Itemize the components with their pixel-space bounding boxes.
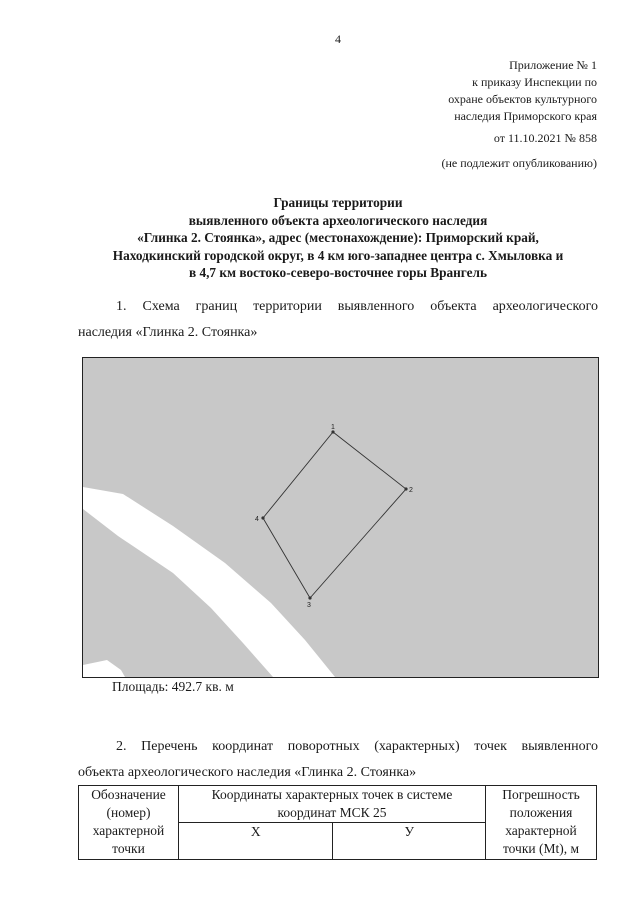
header-text: характерной (92, 823, 165, 838)
section-2-line: объекта археологического наследия «Глинка 2. Стоянка» (78, 765, 417, 780)
section-2-heading (78, 734, 598, 786)
title-line: в 4,7 км востоко-северо-восточнее горы Врангель (188, 265, 488, 281)
area-label: Площадь: 492.7 кв. м (112, 679, 234, 694)
section-1-heading (78, 294, 598, 346)
map-canvas (83, 358, 598, 677)
header-x: X (179, 823, 333, 860)
header-text: точки (Mt), м (502, 841, 580, 856)
header-position-error (486, 786, 597, 860)
section-1-line: 1. Схема границ территории выявленного объекта археологического (116, 299, 598, 314)
header-text: Координаты характерных точек в системе (211, 787, 453, 802)
map-background (83, 358, 598, 677)
title-line: «Глинка 2. Стоянка», адрес (местонахождение): Приморский край, (137, 230, 539, 246)
point-label: 1 (331, 424, 335, 431)
header-y: У (333, 823, 486, 860)
point-label: 3 (307, 602, 311, 609)
header-point-designation (79, 786, 179, 860)
header-text: (номер) (106, 805, 151, 820)
appendix-line: наследия Приморского края (454, 109, 597, 123)
appendix-line: охране объектов культурного (448, 92, 597, 106)
header-text: точки (112, 841, 145, 856)
boundary-scheme-map (82, 357, 599, 678)
header-text: координат МСК 25 (277, 805, 387, 820)
header-text: характерной (505, 823, 577, 838)
title-line: Границы территории (273, 195, 403, 210)
title-line: выявленного объекта археологического наследия (188, 212, 488, 228)
boundary-point-marker (261, 516, 264, 519)
not-published-note: (не подлежит опубликованию) (441, 156, 597, 170)
page-number: 4 (335, 32, 341, 46)
appendix-line: к приказу Инспекции по (472, 75, 597, 89)
coordinates-table (78, 785, 597, 860)
appendix-header (448, 57, 597, 125)
header-text: положения (509, 805, 573, 820)
boundary-point-marker (404, 487, 407, 490)
section-2-line: 2. Перечень координат поворотных (характерных) точек выявленного (116, 739, 598, 754)
order-date: от 11.10.2021 № 858 (493, 131, 597, 145)
point-label: 4 (255, 516, 259, 523)
boundary-point-marker (308, 596, 311, 599)
document-title (60, 194, 616, 282)
header-text: Обозначение (91, 787, 166, 802)
header-coordinates (179, 786, 486, 823)
title-line: Находкинский городской округ, в 4 км юго-западнее центра с. Хмыловка и (112, 247, 564, 263)
section-1-line: наследия «Глинка 2. Стоянка» (78, 325, 258, 340)
table-header-row (79, 786, 597, 823)
appendix-line: Приложение № 1 (509, 58, 597, 72)
point-label: 2 (409, 487, 413, 494)
header-text: Погрешность (502, 787, 580, 802)
